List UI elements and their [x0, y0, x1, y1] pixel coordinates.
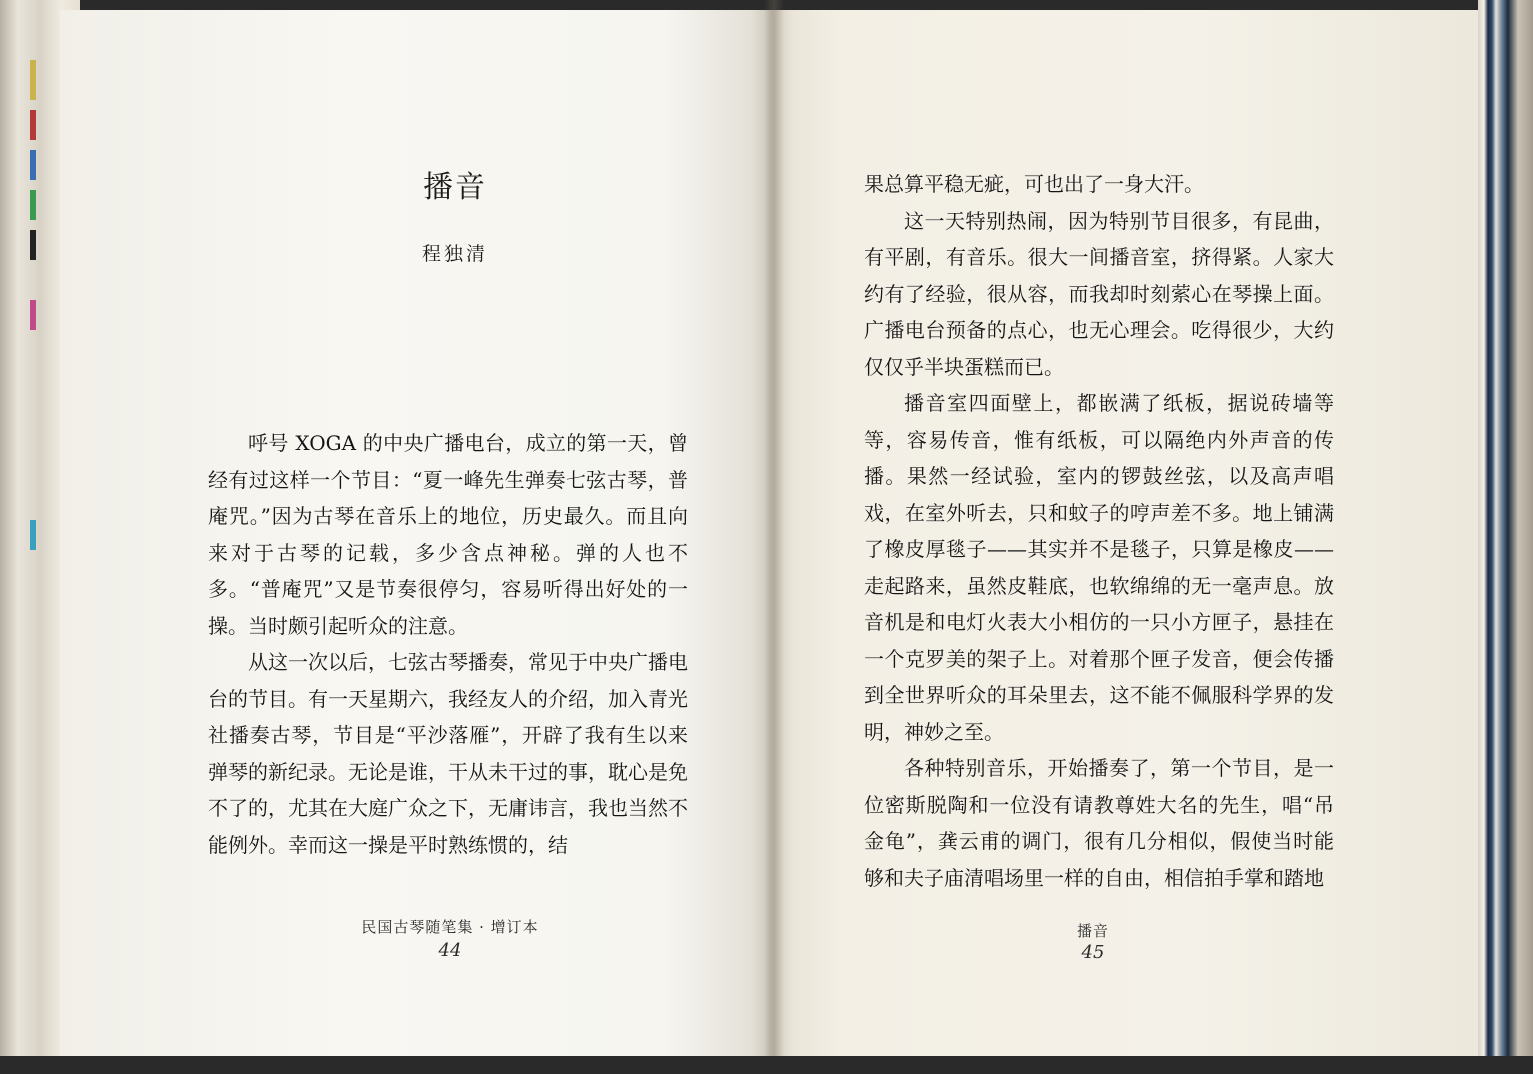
paragraph: 呼号 XOGA 的中央广播电台，成立的第一天，曾经有过这样一个节目：“夏一峰先生弹奏七弦古琴，普庵咒。”因为古琴在音乐上的地位，历史最久。而且向来对于古琴的记载，多少含点神秘。弹的人也不多。“普庵咒”又是节奏很停匀，容易听得出好处的一操。当时颇引起听众的注意。	[208, 431, 688, 638]
paragraph: 果总算平稳无疵，可也出了一身大汗。	[864, 172, 1204, 196]
paragraph: 从这一次以后，七弦古琴播奏，常见于中央广播电台的节目。有一天星期六，我经友人的介绍，加入青光社播奏古琴，节目是“平沙落雁”，开辟了我有生以来弹琴的新纪录。无论是谁，干从未干过的事，耽心是免不了的，尤其在大庭广众之下，无庸讳言，我也当然不能例外。幸而这一操是平时熟练惯的，结	[208, 650, 688, 857]
book-gutter	[764, 0, 784, 1074]
left-page-body	[208, 425, 688, 863]
paragraph: 播音室四面壁上，都嵌满了纸板，据说砖墙等等，容易传音，惟有纸板，可以隔绝内外声音的传播。果然一经试验，室内的锣鼓丝弦，以及高声唱戏，在室外听去，只和蚊子的哼声差不多。地上铺满了橡皮厚毯子——其实并不是毯子，只算是橡皮——走起路来，虽然皮鞋底，也软绵绵的无一毫声息。放音机是和电灯火表大小相仿的一只小方匣子，悬挂在一个克罗美的架子上。对着那个匣子发音，便会传播到全世界听众的耳朵里去，这不能不佩服科学界的发明，神妙之至。	[864, 391, 1334, 744]
scan-bottom-border	[0, 1056, 1533, 1074]
paragraph: 这一天特别热闹，因为特别节目很多，有昆曲，有平剧，有音乐。很大一间播音室，挤得紧。人家大约有了经验，很从容，而我却时刻萦心在琴操上面。广播电台预备的点心，也无心理会。吃得很少，大约仅仅乎半块蛋糕而已。	[864, 208, 1334, 379]
paragraph: 各种特别音乐，开始播奏了，第一个节目，是一位密斯脱陶和一位没有请教尊姓大名的先生，唱“吊金龟”，龚云甫的调门，很有几分相似，假使当时能够和夫子庙清唱场里一样的自由，相信拍手掌和踏地	[864, 756, 1334, 890]
right-page-body	[864, 166, 1334, 896]
left-page-number: 44	[438, 940, 462, 961]
chapter-author: 程独清	[421, 243, 488, 265]
right-page-number: 45	[1081, 942, 1105, 963]
right-page-footer: 播音	[1076, 922, 1109, 940]
book-edge-right	[1478, 0, 1533, 1074]
left-page-footer: 民国古琴随笔集 · 增订本	[361, 918, 539, 936]
chapter-title: 播音	[423, 170, 487, 205]
